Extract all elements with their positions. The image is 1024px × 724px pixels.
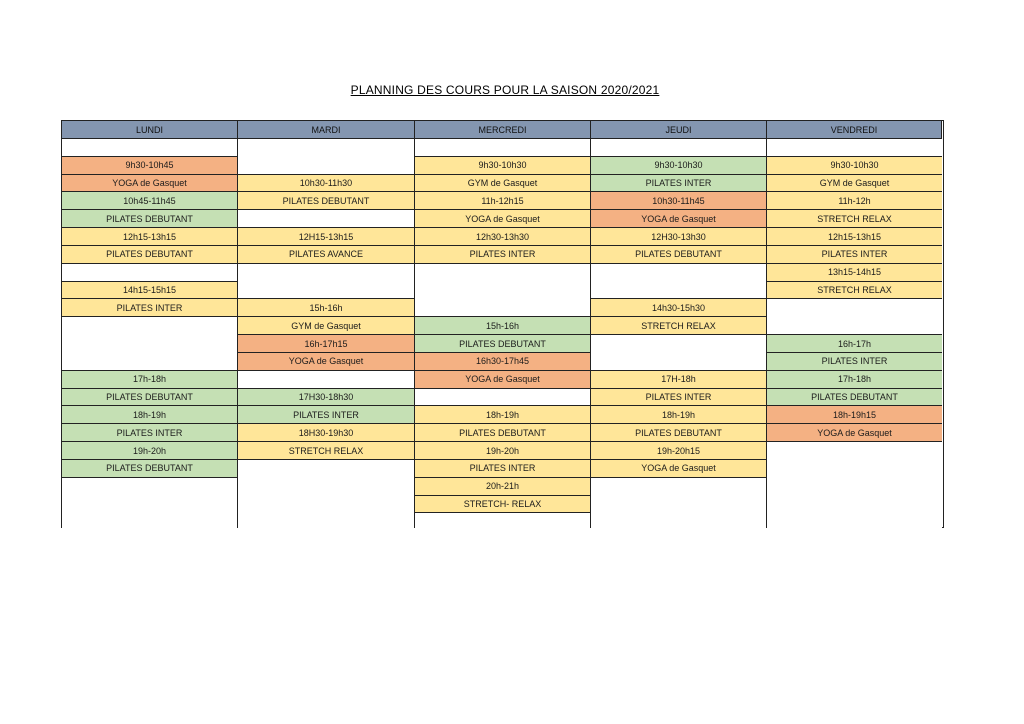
schedule-cell: YOGA de Gasquet xyxy=(767,424,942,442)
schedule-cell: PILATES INTER xyxy=(591,389,766,407)
day-header-mercredi: MERCREDI xyxy=(415,121,591,139)
schedule-cell: PILATES AVANCE xyxy=(238,246,414,264)
schedule-cell: YOGA de Gasquet xyxy=(415,371,590,389)
empty-cell xyxy=(591,478,766,531)
schedule-cell: 19h-20h15 xyxy=(591,442,766,460)
schedule-cell: 12h15-13h15 xyxy=(62,228,237,246)
day-column-vendredi xyxy=(767,139,942,527)
schedule-cell: PILATES DEBUTANT xyxy=(62,246,237,264)
schedule-cell: GYM de Gasquet xyxy=(767,175,942,193)
empty-cell xyxy=(767,299,942,335)
schedule-cell: 18H30-19h30 xyxy=(238,424,414,442)
schedule-cell: PILATES DEBUTANT xyxy=(415,424,590,442)
schedule-cell: STRETCH RELAX xyxy=(591,317,766,335)
empty-cell xyxy=(415,139,590,157)
schedule-cell: 14h30-15h30 xyxy=(591,299,766,317)
schedule-cell: 19h-20h xyxy=(62,442,237,460)
day-column-lundi xyxy=(62,139,238,527)
schedule-cell: PILATES DEBUTANT xyxy=(62,389,237,407)
schedule-cell: 16h-17h xyxy=(767,335,942,353)
schedule-cell: PILATES DEBUTANT xyxy=(62,460,237,478)
empty-cell xyxy=(62,317,237,370)
schedule-cell: 13h15-14h15 xyxy=(767,264,942,282)
schedule-cell: 20h-21h xyxy=(415,478,590,496)
schedule-cell: PILATES INTER xyxy=(62,299,237,317)
schedule-cell: 18h-19h xyxy=(591,406,766,424)
schedule-cell: 16h30-17h45 xyxy=(415,353,590,371)
schedule-cell: GYM de Gasquet xyxy=(238,317,414,335)
empty-cell xyxy=(62,264,237,282)
schedule-cell: PILATES DEBUTANT xyxy=(591,246,766,264)
empty-cell xyxy=(238,139,414,175)
day-header-jeudi: JEUDI xyxy=(591,121,767,139)
schedule-cell: 15h-16h xyxy=(238,299,414,317)
day-header-mardi: MARDI xyxy=(238,121,415,139)
schedule-cell: 15h-16h xyxy=(415,317,590,335)
page-title: PLANNING DES COURS POUR LA SAISON 2020/2021 xyxy=(350,83,660,97)
day-column-mercredi xyxy=(415,139,591,527)
schedule-cell: YOGA de Gasquet xyxy=(415,210,590,228)
schedule-cell: 9h30-10h30 xyxy=(591,157,766,175)
empty-cell xyxy=(415,513,590,531)
schedule-cell: 18h-19h xyxy=(415,406,590,424)
schedule-cell: PILATES DEBUTANT xyxy=(591,424,766,442)
schedule-cell: 17H30-18h30 xyxy=(238,389,414,407)
schedule-cell: YOGA de Gasquet xyxy=(591,460,766,478)
schedule-cell: PILATES INTER xyxy=(415,246,590,264)
schedule-cell: 14h15-15h15 xyxy=(62,282,237,300)
schedule-cell: 18h-19h15 xyxy=(767,406,942,424)
schedule-cell: 12h15-13h15 xyxy=(767,228,942,246)
schedule-cell: 12H15-13h15 xyxy=(238,228,414,246)
schedule-cell: PILATES INTER xyxy=(238,406,414,424)
empty-cell xyxy=(591,264,766,300)
schedule-cell: 19h-20h xyxy=(415,442,590,460)
schedule-cell: PILATES DEBUTANT xyxy=(62,210,237,228)
schedule-cell: PILATES INTER xyxy=(591,175,766,193)
empty-cell xyxy=(238,264,414,300)
empty-cell xyxy=(238,460,414,531)
schedule-cell: YOGA de Gasquet xyxy=(238,353,414,371)
schedule-cell: PILATES DEBUTANT xyxy=(415,335,590,353)
empty-cell xyxy=(62,139,237,157)
day-header-vendredi: VENDREDI xyxy=(767,121,942,139)
empty-cell xyxy=(591,335,766,371)
schedule-table xyxy=(61,120,944,528)
schedule-cell: PILATES DEBUTANT xyxy=(238,192,414,210)
schedule-cell: PILATES DEBUTANT xyxy=(767,389,942,407)
schedule-cell: PILATES INTER xyxy=(767,246,942,264)
schedule-cell: GYM de Gasquet xyxy=(415,175,590,193)
schedule-cell: STRETCH- RELAX xyxy=(415,496,590,514)
schedule-cell: 16h-17h15 xyxy=(238,335,414,353)
schedule-cell: YOGA de Gasquet xyxy=(591,210,766,228)
schedule-cell: PILATES INTER xyxy=(415,460,590,478)
empty-cell xyxy=(767,139,942,157)
empty-cell xyxy=(591,139,766,157)
schedule-cell: 10h30-11h45 xyxy=(591,192,766,210)
schedule-cell: 11h-12h15 xyxy=(415,192,590,210)
schedule-cell: 10h45-11h45 xyxy=(62,192,237,210)
schedule-cell: 17h-18h xyxy=(767,371,942,389)
day-column-jeudi xyxy=(591,139,767,527)
schedule-cell: PILATES INTER xyxy=(62,424,237,442)
schedule-cell: PILATES INTER xyxy=(767,353,942,371)
schedule-cell: 12H30-13h30 xyxy=(591,228,766,246)
schedule-cell: 17H-18h xyxy=(591,371,766,389)
schedule-cell: STRETCH RELAX xyxy=(767,210,942,228)
empty-cell xyxy=(238,371,414,389)
schedule-cell: 9h30-10h45 xyxy=(62,157,237,175)
schedule-cell: 10h30-11h30 xyxy=(238,175,414,193)
schedule-cell: 18h-19h xyxy=(62,406,237,424)
schedule-cell: STRETCH RELAX xyxy=(767,282,942,300)
schedule-cell: 9h30-10h30 xyxy=(767,157,942,175)
schedule-cell: STRETCH RELAX xyxy=(238,442,414,460)
schedule-cell: 17h-18h xyxy=(62,371,237,389)
empty-cell xyxy=(415,264,590,317)
schedule-cell: 12h30-13h30 xyxy=(415,228,590,246)
empty-cell xyxy=(415,389,590,407)
empty-cell xyxy=(767,442,942,531)
empty-cell xyxy=(62,478,237,531)
schedule-cell: 9h30-10h30 xyxy=(415,157,590,175)
schedule-cell: 11h-12h xyxy=(767,192,942,210)
schedule-cell: YOGA de Gasquet xyxy=(62,175,237,193)
empty-cell xyxy=(238,210,414,228)
day-header-lundi: LUNDI xyxy=(62,121,238,139)
day-column-mardi xyxy=(238,139,415,527)
